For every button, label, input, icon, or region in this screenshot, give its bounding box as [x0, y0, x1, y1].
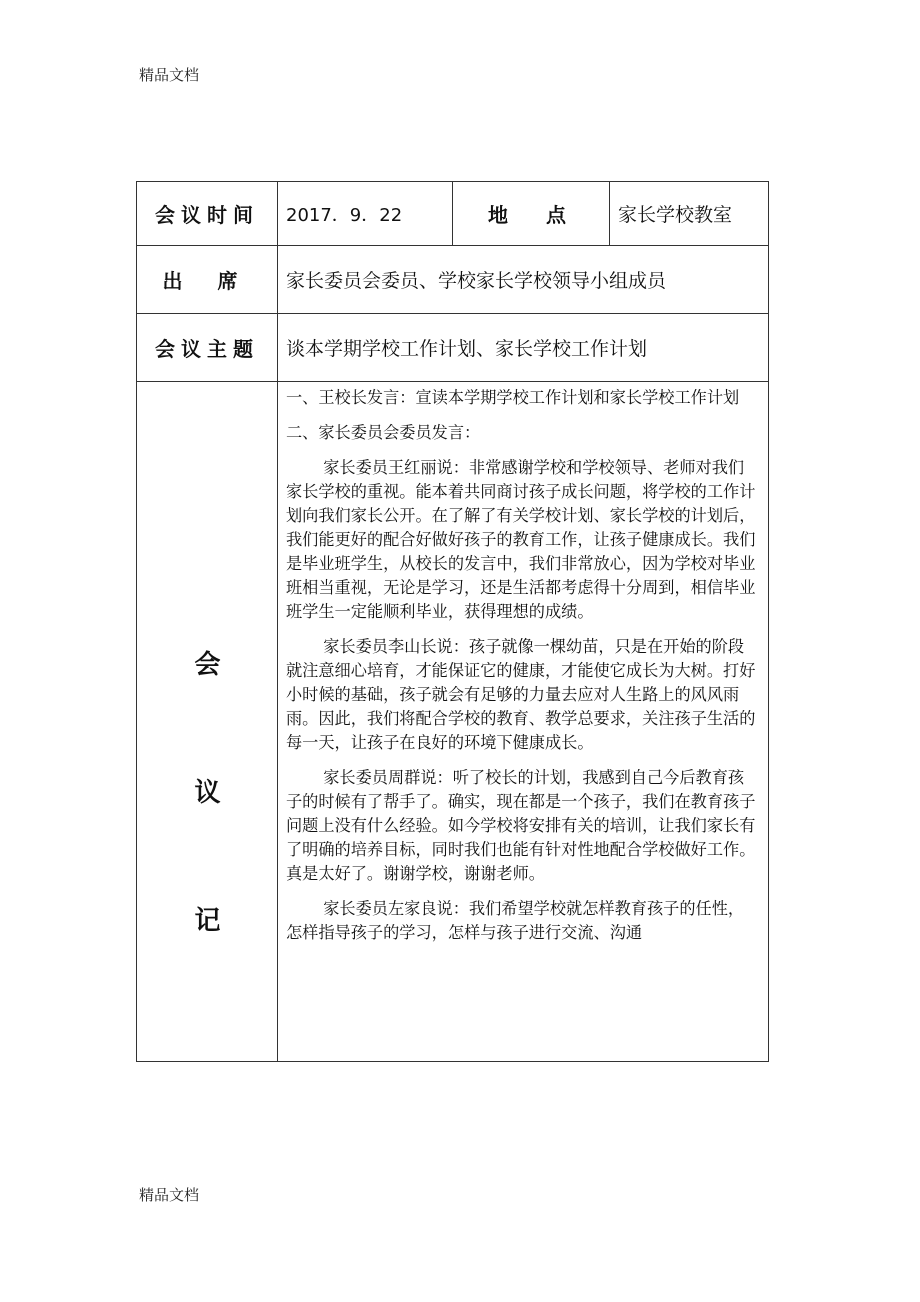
- attendees-value: 家长委员会委员、学校家长学校领导小组成员: [278, 246, 769, 314]
- topic-row: [137, 314, 769, 382]
- record-row: [137, 382, 769, 1062]
- meeting-time-value: 2017．9．22: [278, 182, 453, 246]
- record-label-char-1: 会: [194, 650, 221, 680]
- record-paragraph-4: 家长委员李山长说：孩子就像一棵幼苗，只是在开始的阶段就注意细心培育，才能保证它的健康，才能使它成长为大树。打好小时候的基础，孩子就会有足够的力量去应对人生路上的风风雨雨。因此，我们将配合学校的教育、教学总要求，关注孩子生活的每一天，让孩子在良好的环境下健康成长。: [286, 637, 756, 752]
- record-content: [278, 382, 769, 1062]
- meeting-minutes-table: [136, 181, 769, 1062]
- attendees-row: [137, 246, 769, 314]
- meeting-place-label: 地 点: [453, 182, 610, 246]
- record-paragraph-6: 家长委员左家良说：我们希望学校就怎样教育孩子的任性，怎样指导孩子的学习，怎样与孩子进行交流、沟通: [286, 899, 745, 942]
- topic-label: 会议主题: [137, 314, 278, 382]
- page-footer-label: 精品文档: [139, 1186, 200, 1204]
- record-label-char-2: 议: [194, 778, 221, 808]
- record-paragraph-5: 家长委员周群说：听了校长的计划，我感到自己今后教育孩子的时候有了帮手了。确实，现在都是一个孩子，我们在教育孩子问题上没有什么经验。如今学校将安排有关的培训，让我们家长有了明确的培养目标，同时我们也能有针对性地配合学校做好工作。真是太好了。谢谢学校，谢谢老师。: [286, 768, 756, 883]
- meeting-place-value: 家长学校教室: [610, 182, 769, 246]
- meeting-time-label: 会议时间: [137, 182, 278, 246]
- record-paragraph-3: 家长委员王红丽说：非常感谢学校和学校领导、老师对我们家长学校的重视。能本着共同商讨孩子成长问题，将学校的工作计划向我们家长公开。在了解了有关学校计划、家长学校的计划后，我们能更好的配合好做好孩子的教育工作，让孩子健康成长。我们是毕业班学生，从校长的发言中，我们非常放心，因为学校对毕业班相当重视，无论是学习，还是生活都考虑得十分周到，相信毕业班学生一定能顺利毕业，获得理想的成绩。: [286, 458, 756, 621]
- page-header-label: 精品文档: [139, 66, 200, 84]
- record-label-char-3: 记: [194, 906, 221, 936]
- topic-value: 谈本学期学校工作计划、家长学校工作计划: [278, 314, 769, 382]
- record-paragraph-1: 一、王校长发言：宣读本学期学校工作计划和家长学校工作计划: [286, 388, 740, 407]
- record-paragraph-2: 二、家长委员会委员发言：: [286, 423, 481, 442]
- meeting-time-row: [137, 182, 769, 246]
- record-label: [137, 382, 278, 1062]
- attendees-label: 出 席: [137, 246, 278, 314]
